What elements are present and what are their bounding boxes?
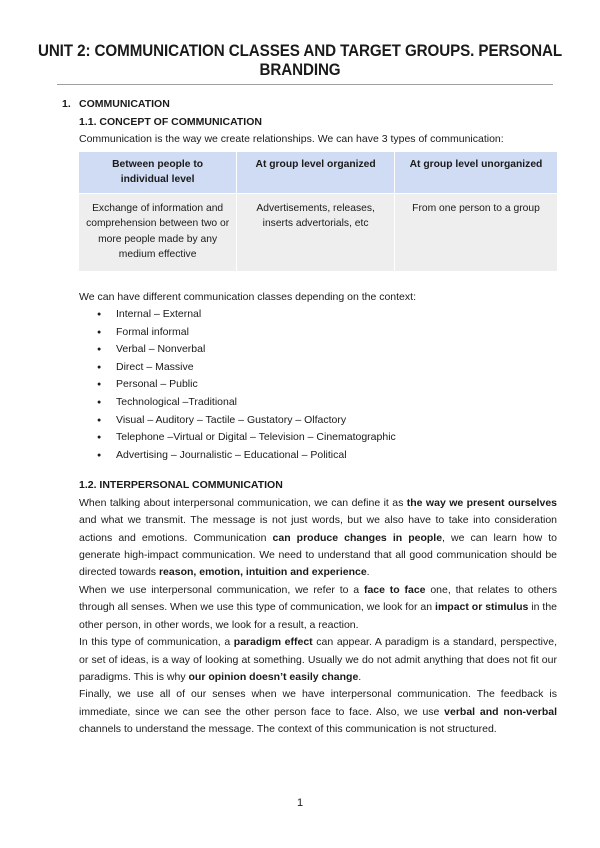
bold-text: the way we present ourselves xyxy=(406,496,557,509)
bold-text: reason, emotion, intuition and experience xyxy=(158,566,367,579)
document-title: UNIT 2: COMMUNICATION CLASSES AND TARGET GROUPS. PERSONAL BRANDING xyxy=(37,42,563,79)
subsection-heading-1-2: 1.2. INTERPERSONAL COMMUNICATION xyxy=(79,479,283,492)
table-header-cell: At group level unorganized xyxy=(394,152,557,194)
text-run: , we can learn how to generate high-impact communication. We need to understand that all good communication should be directed towards xyxy=(79,531,557,579)
subsection-heading-1-1: 1.1. CONCEPT OF COMMUNICATION xyxy=(79,115,262,128)
text-run: Finally, we use all of our senses when we have interpersonal communication. The feedback is immediate, since we can see the other person face to face. Also, we use xyxy=(79,688,557,718)
text-run: When talking about interpersonal communication, we can define it as xyxy=(79,496,407,509)
table-cell: Advertisements, releases, inserts advertorials, etc xyxy=(237,193,395,271)
section-number: 1. xyxy=(62,98,71,110)
list-item: ● Advertising – Journalistic – Educational – Political xyxy=(79,447,557,465)
list-item: ● Formal informal xyxy=(79,324,557,342)
text-run: . xyxy=(358,670,362,683)
section-title: COMMUNICATION xyxy=(79,98,170,110)
text-run: one, that relates to others through all senses. When we use this type of communication, we look for an xyxy=(79,583,557,614)
table-header-row xyxy=(79,152,557,194)
list-item: ● Technological –Traditional xyxy=(79,394,557,412)
text-run: In this type of communication, a xyxy=(79,636,234,649)
table-row xyxy=(79,193,557,271)
communication-types-table xyxy=(79,152,557,271)
paragraph-1 xyxy=(79,495,557,582)
intro-paragraph: Communication is the way we create relationships. We can have 3 types of communication: xyxy=(79,133,504,145)
bold-text: face to face xyxy=(363,583,426,596)
section-heading xyxy=(62,96,557,114)
paragraph-2 xyxy=(79,582,557,634)
text-run: can appear. A paradigm is a standard, perspective, or set of ideas, is a way of looking at something. Usually we do not admit anything that does not fit our paradigms. This is why xyxy=(79,636,558,683)
document-body xyxy=(62,96,558,739)
list-item: ● Telephone –Virtual or Digital – Television – Cinematographic xyxy=(79,429,557,447)
text-run: When we use interpersonal communication, we refer to a xyxy=(79,583,364,596)
bold-text: verbal and non-verbal xyxy=(444,705,557,718)
text-run: channels to understand the message. The context of this communication is not structured. xyxy=(79,723,497,736)
list-item: ● Direct – Massive xyxy=(79,359,557,377)
bold-text: impact or stimulus xyxy=(435,601,529,614)
title-divider xyxy=(57,84,553,85)
list-item: ● Verbal – Nonverbal xyxy=(79,341,557,359)
paragraph-4 xyxy=(79,686,557,738)
classes-list xyxy=(79,306,557,464)
table-header-cell: Between people to individual level xyxy=(79,152,237,194)
list-item: ● Personal – Public xyxy=(79,376,557,394)
text-run: and what we transmit. The message is not just words, but we also have to take into consideration actions and emotions. Communication xyxy=(79,514,557,544)
table-header-cell: At group level organized xyxy=(237,152,395,194)
classes-intro: We can have different communication classes depending on the context: xyxy=(79,290,416,303)
text-run: in the other person, in other words, we look for a result, a reaction. xyxy=(79,601,557,631)
bold-text: our opinion doesn’t easily change xyxy=(188,670,359,683)
paragraph-3 xyxy=(79,634,557,686)
table-cell: From one person to a group xyxy=(394,193,557,271)
page-number: 1 xyxy=(296,797,304,809)
text-run: . xyxy=(366,566,370,579)
bold-text: can produce changes in people xyxy=(272,531,443,544)
bold-text: paradigm effect xyxy=(233,636,313,649)
table-cell: Exchange of information and comprehension between two or more people made by any medium effective xyxy=(79,193,237,271)
list-item: ● Visual – Auditory – Tactile – Gustatory – Olfactory xyxy=(79,412,557,430)
list-item: ● Internal – External xyxy=(79,306,557,324)
